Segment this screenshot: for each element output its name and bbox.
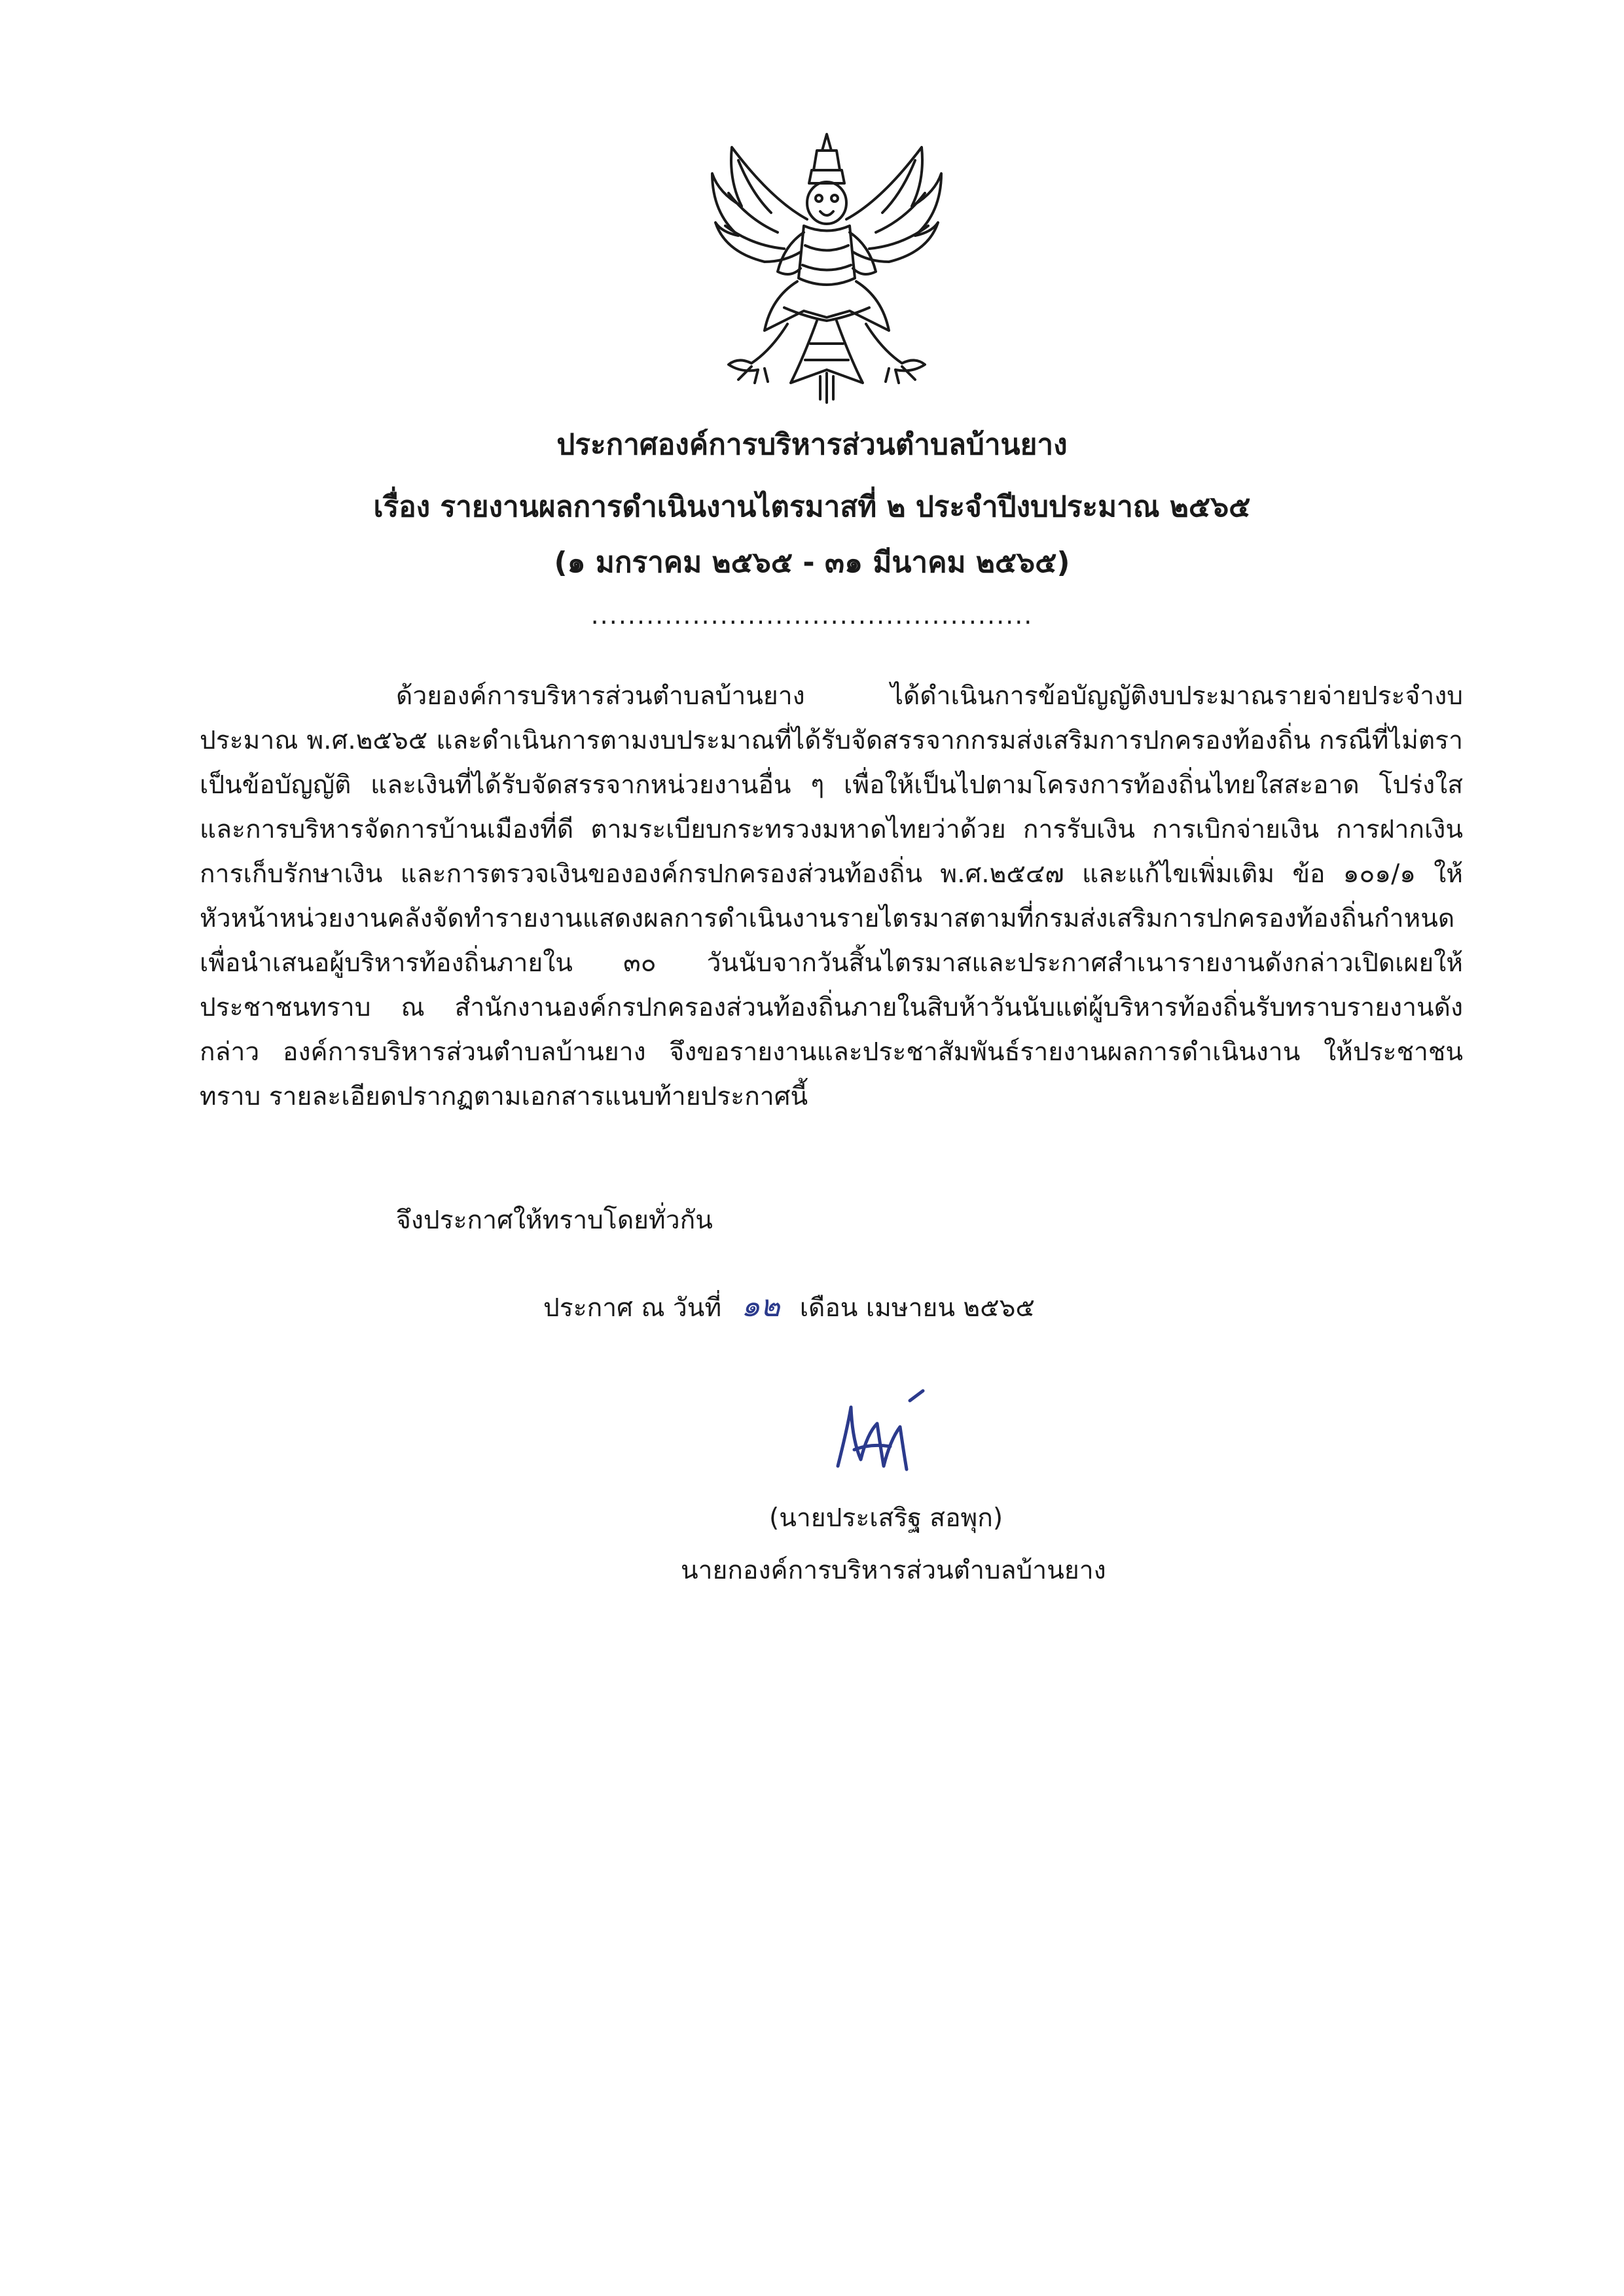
handwritten-signature-icon xyxy=(812,1388,943,1486)
signatory-position: นายกองค์การบริหารส่วนตำบลบ้านยาง xyxy=(681,1556,1106,1585)
document-title: ประกาศองค์การบริหารส่วนตำบลบ้านยาง xyxy=(556,428,1068,461)
report-period: (๑ มกราคม ๒๕๖๕ - ๓๑ มีนาคม ๒๕๖๕) xyxy=(554,546,1070,579)
dateline-month-year: เดือน เมษายน ๒๕๖๕ xyxy=(799,1293,1035,1323)
dotted-separator: ................................................ xyxy=(590,601,1034,630)
announcement-dateline xyxy=(543,1286,1035,1328)
announcement-paragraph: ด้วยองค์การบริหารส่วนตำบลบ้านยาง ได้ดำเนินการข้อบัญญัติงบประมาณรายจ่ายประจำงบประมาณ พ.ศ.๒๕๖๕ และดำเนินการตามงบประมาณที่ได้รับจัดสรรจากกรมส่งเสริมการปกครองท้องถิ่น กรณีที่ไม่ตราเป็นข้อบัญญัติ และเงินที่ได้รับจัดสรรจากหน่วยงานอื่น ๆ เพื่อให้เป็นไปตามโครงการท้องถิ่นไทยใสสะอาด โปร่งใสและการบริหารจัดการบ้านเมืองที่ดี ตามระเบียบกระทรวงมหาดไทยว่าด้วย การรับเงิน การเบิกจ่ายเงิน การฝากเงิน การเก็บรักษาเงิน และการตรวจเงินขององค์กรปกครองส่วนท้องถิ่น พ.ศ.๒๕๔๗ และแก้ไขเพิ่มเติม ข้อ ๑๐๑/๑ ให้หัวหน้าหน่วยงานคลังจัดทำรายงานแสดงผลการดำเนินงานรายไตรมาสตามที่กรมส่งเสริมการปกครองท้องถิ่นกำหนดเพื่อนำเสนอผู้บริหารท้องถิ่นภายใน ๓๐ วันนับจากวันสิ้นไตรมาสและประกาศสำเนารายงานดังกล่าวเปิดเผยให้ประชาชนทราบ ณ สำนักงานองค์กรปกครองส่วนท้องถิ่นภายในสิบห้าวันนับแต่ผู้บริหารท้องถิ่นรับทราบรายงานดังกล่าว องค์การบริหารส่วนตำบลบ้านยาง จึงขอรายงานและประชาสัมพันธ์รายงานผลการดำเนินงาน ให้ประชาชนทราบ รายละเอียดปรากฏตามเอกสารแนบท้ายประกาศนี้ xyxy=(200,681,1463,1111)
closing-statement: จึงประกาศให้ทราบโดยทั่วกัน xyxy=(396,1206,713,1235)
announcement-body xyxy=(200,674,1463,1119)
document-subject: เรื่อง รายงานผลการดำเนินงานไตรมาสที่ ๒ ประจำปีงบประมาณ ๒๕๖๕ xyxy=(373,490,1251,524)
handwritten-day: ๑๒ xyxy=(741,1288,780,1323)
garuda-emblem-icon xyxy=(693,121,961,409)
signatory-name: (นายประเสริฐ สอพุก) xyxy=(769,1503,1003,1533)
dateline-prefix: ประกาศ ณ วันที่ xyxy=(543,1293,722,1323)
